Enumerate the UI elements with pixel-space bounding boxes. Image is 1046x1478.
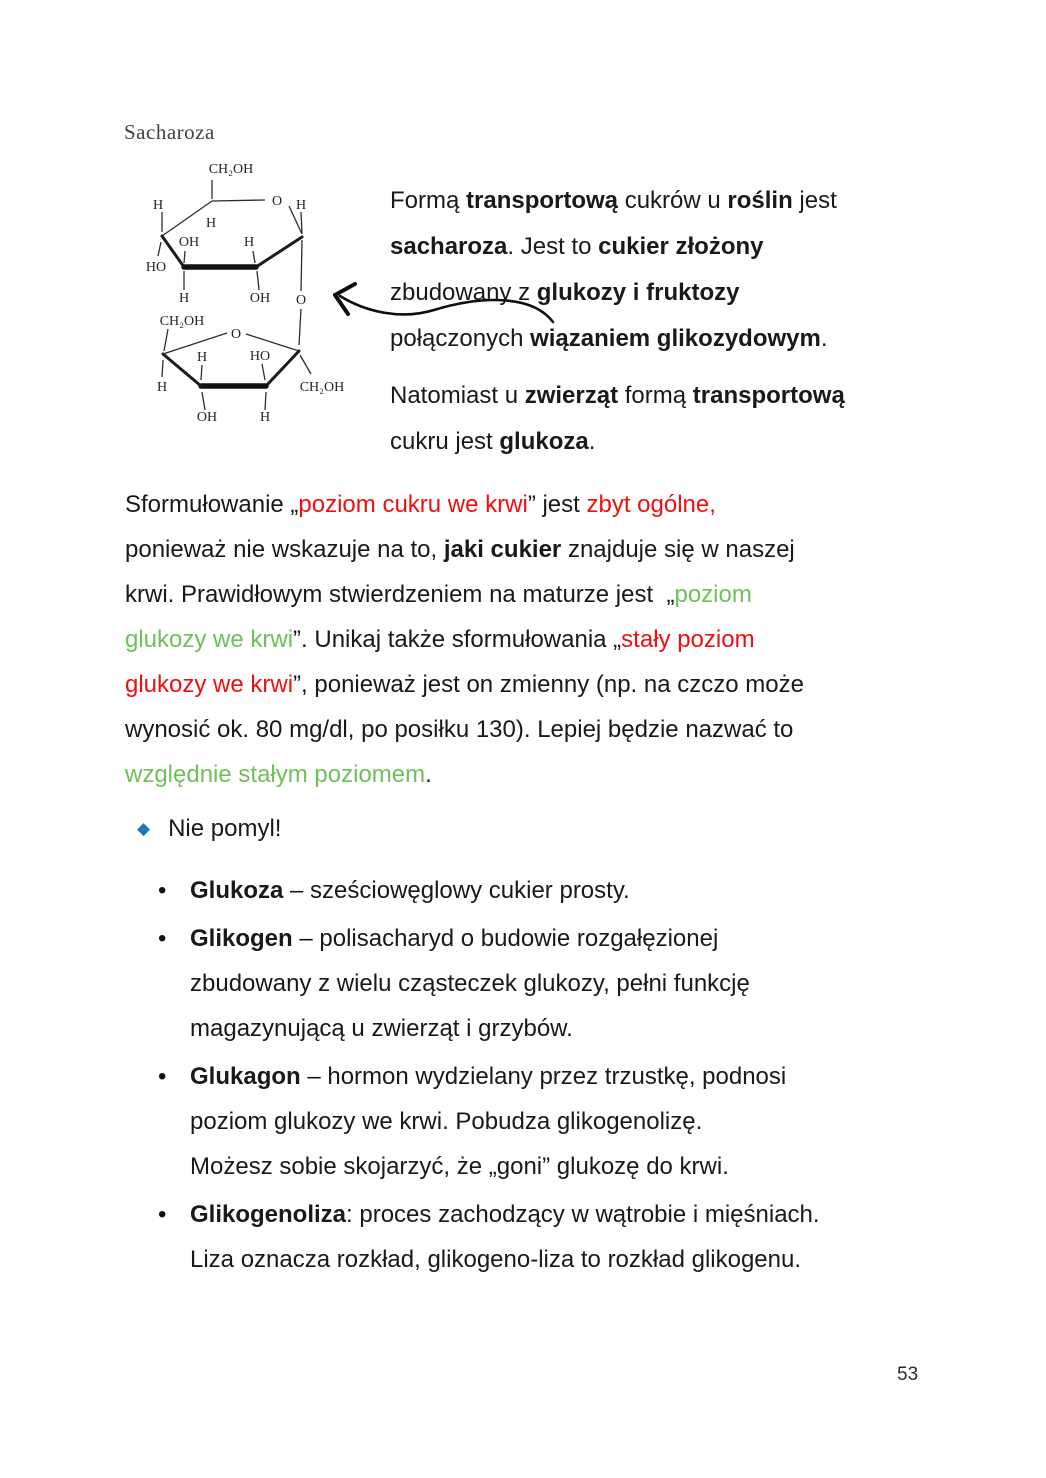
list-item-glikogen bbox=[158, 916, 978, 1051]
note-heading-label: Nie pomyl! bbox=[168, 815, 282, 842]
atom-label: HO bbox=[145, 260, 167, 275]
atom-label: O bbox=[271, 194, 283, 209]
intro-text-block bbox=[390, 178, 970, 465]
definitions-list bbox=[158, 868, 978, 1285]
atom-label: OH bbox=[196, 410, 218, 425]
bullet-icon: • bbox=[158, 1063, 167, 1090]
page-number: 53 bbox=[897, 1364, 919, 1385]
atom-label: OH bbox=[178, 235, 200, 250]
atom-label: HO bbox=[249, 349, 271, 364]
atom-label: CH₂OH bbox=[159, 314, 205, 329]
intro-paragraph-1: Formą transportową cukrów u roślin jest sacharoza. Jest to cukier złożony zbudowany z glukozy i fruktozy połączonych wiązaniem glikozydowym. bbox=[390, 187, 837, 352]
atom-label: H bbox=[259, 410, 271, 425]
list-item-text: Glukoza – sześciowęglowy cukier prosty. bbox=[190, 877, 630, 904]
atom-label: H bbox=[196, 350, 208, 365]
list-item-text: Glukagon – hormon wydzielany przez trzustkę, podnosi poziom glukozy we krwi. Pobudza glikogenolizę. Możesz sobie skojarzyć, że „goni” glukozę do krwi. bbox=[190, 1063, 787, 1180]
glycosidic-oxygen-label: O bbox=[295, 293, 307, 308]
intro-paragraph-2: Natomiast u zwierząt formą transportową cukru jest glukoza. bbox=[390, 382, 845, 455]
diagram-title: Sacharoza bbox=[124, 120, 215, 144]
bullet-icon: • bbox=[158, 925, 167, 952]
atom-label: CH₂OH bbox=[299, 380, 345, 395]
list-item-text: Glikogen – polisacharyd o budowie rozgałęzionej zbudowany z wielu cząsteczek glukozy, pełni funkcję magazynującą u zwierząt i grzybów. bbox=[190, 925, 750, 1042]
diamond-bullet-icon: ◆ bbox=[137, 819, 151, 838]
bullet-icon: • bbox=[158, 1201, 167, 1228]
atom-label: O bbox=[230, 327, 242, 342]
atom-label: OH bbox=[249, 291, 271, 306]
atom-label: CH₂OH bbox=[208, 162, 254, 177]
atom-label: H bbox=[152, 198, 164, 213]
atom-label: H bbox=[295, 198, 307, 213]
bullet-icon: • bbox=[158, 877, 167, 904]
note-heading bbox=[137, 812, 281, 846]
list-item-glukagon bbox=[158, 1054, 978, 1189]
body-paragraph: Sformułowanie „poziom cukru we krwi” jest zbyt ogólne, ponieważ nie wskazuje na to, jaki cukier znajduje się w naszej krwi. Prawidłowym stwierdzeniem na maturze jest „poziom glukozy we krwi”. Unikaj także sformułowania „stały poziom glukozy we krwi”, ponieważ jest on zmienny (np. na czczo może wynosić ok. 80 mg/dl, po posiłku 130). Lepiej będzie nazwać to względnie stałym poziomem. bbox=[125, 491, 804, 788]
atom-label: H bbox=[178, 291, 190, 306]
atom-label: H bbox=[243, 235, 255, 250]
list-item-glikogenoliza bbox=[158, 1192, 978, 1282]
list-item-text: Glikogenoliza: proces zachodzący w wątrobie i mięśniach. Liza oznacza rozkład, glikogeno-liza to rozkład glikogenu. bbox=[190, 1201, 820, 1273]
atom-label: H bbox=[205, 216, 217, 231]
atom-label: H bbox=[156, 380, 168, 395]
list-item-glukoza bbox=[158, 868, 978, 913]
